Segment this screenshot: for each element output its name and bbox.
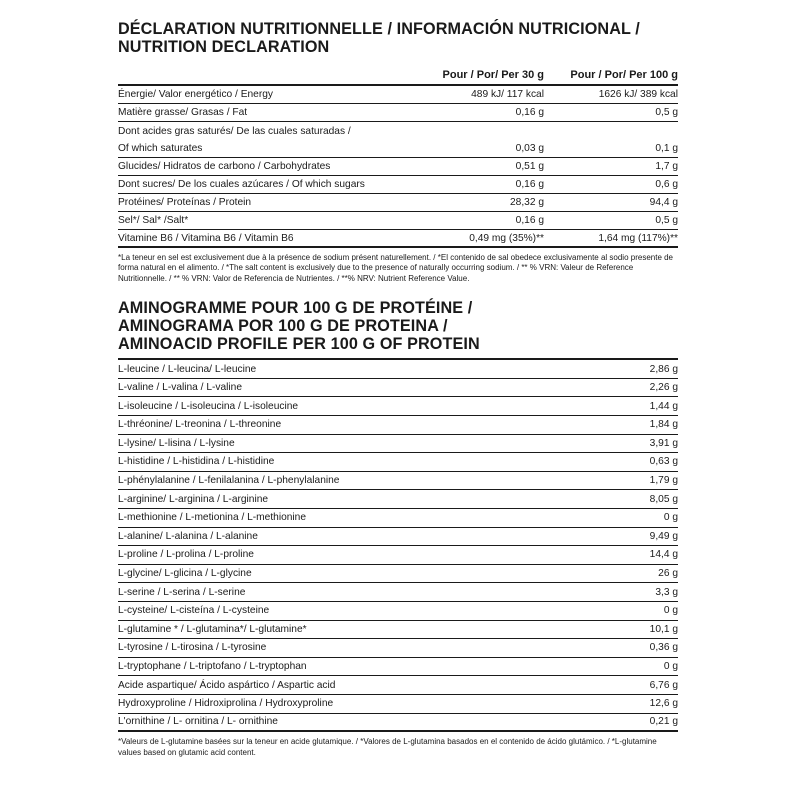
nutrition-row-per-100g: 94,4 g <box>649 197 678 208</box>
aminogram-row-value: 0,21 g <box>649 716 678 728</box>
aminogram-row-label: Hydroxyproline / Hidroxiprolina / Hydroxyproline <box>118 698 334 710</box>
nutrition-row-label: Matière grasse/ Grasas / Fat <box>118 107 248 118</box>
nutrition-row <box>118 230 678 248</box>
nutrition-row-per-100g: 1626 kJ/ 389 kcal <box>598 89 678 100</box>
aminogram-title-line3: AMINOACID PROFILE PER 100 G OF PROTEIN <box>118 335 480 354</box>
nutrition-row-per-100g: 0,5 g <box>655 107 678 118</box>
aminogram-row-label: L-alanine/ L-alanina / L-alanine <box>118 530 258 542</box>
aminogram-row <box>118 676 678 695</box>
aminogram-row-label: L-phénylalanine / L-fenilalanina / L-phenylalanine <box>118 475 340 487</box>
aminogram-row-value: 6,76 g <box>649 679 678 691</box>
aminogram-row <box>118 658 678 677</box>
header-per-30g: Pour / Por/ Per 30 g <box>442 69 544 81</box>
aminogram-row-label: L-cysteine/ L-cisteína / L-cysteine <box>118 605 270 617</box>
aminogram-row-label: L-isoleucine / L-isoleucina / L-isoleucine <box>118 400 299 412</box>
aminogram-row-value: 1,79 g <box>649 475 678 487</box>
aminogram-row <box>118 602 678 621</box>
nutrition-row <box>118 176 678 194</box>
aminogram-footnote: *Valeurs de L-glutamine basées sur la teneur en acide glutamique. / *Valores de L-glutamina basados en el contenido de ácido glutámico. / *L-glutamine values based on glutamic acid content. <box>118 737 657 757</box>
aminogram-row-value: 0 g <box>663 661 678 673</box>
nutrition-row-per-30g: 0,16 g <box>515 179 544 190</box>
nutrition-row <box>118 194 678 212</box>
aminogram-row-value: 2,26 g <box>649 382 678 394</box>
nutrition-row-label: Dont sucres/ De los cuales azúcares / Of which sugars <box>118 179 365 190</box>
aminogram-row-label: L-tyrosine / L-tirosina / L-tyrosine <box>118 642 267 654</box>
nutrition-row-label: Protéines/ Proteínas / Protein <box>118 197 252 208</box>
nutrition-row-per-30g: 0,51 g <box>515 161 544 172</box>
aminogram-row <box>118 546 678 565</box>
aminogram-row <box>118 695 678 714</box>
aminogram-row-value: 0,63 g <box>649 456 678 468</box>
aminogram-row-label: L-glycine/ L-glicina / L-glycine <box>118 568 252 580</box>
nutrition-row-per-30g: 0,16 g <box>515 107 544 118</box>
aminogram-row-label: L'ornithine / L- ornitina / L- ornithine <box>118 716 278 728</box>
nutrition-row <box>118 158 678 176</box>
aminogram-row-value: 14,4 g <box>649 549 678 561</box>
aminogram-row <box>118 583 678 602</box>
nutrition-row-per-30g: 489 kJ/ 117 kcal <box>471 89 544 100</box>
nutrition-row-per-100g: 1,64 mg (117%)** <box>598 232 678 244</box>
aminogram-row <box>118 714 678 733</box>
aminogram-table <box>118 358 678 732</box>
aminogram-row <box>118 397 678 416</box>
aminogram-row-value: 0 g <box>663 512 678 524</box>
aminogram-row <box>118 509 678 528</box>
aminogram-row-label: L-methionine / L-metionina / L-methionine <box>118 512 307 524</box>
aminogram-row-label: Acide aspartique/ Ácido aspártico / Aspartic acid <box>118 679 336 691</box>
nutrition-row-label: Dont acides gras saturés/ De las cuales saturadas / <box>118 125 351 137</box>
nutrition-row-label: Of which saturates <box>118 143 203 154</box>
aminogram-row <box>118 621 678 640</box>
nutrition-table <box>118 86 678 248</box>
aminogram-row-value: 1,84 g <box>649 419 678 431</box>
nutrition-row-label: Énergie/ Valor energético / Energy <box>118 89 273 100</box>
aminogram-row-value: 2,86 g <box>649 363 678 375</box>
aminogram-title-line1: AMINOGRAMME POUR 100 G DE PROTÉINE / <box>118 299 473 318</box>
aminogram-title <box>118 299 678 353</box>
aminogram-row-label: L-proline / L-prolina / L-proline <box>118 549 254 561</box>
aminogram-row <box>118 472 678 491</box>
aminogram-row <box>118 453 678 472</box>
aminogram-row <box>118 528 678 547</box>
aminogram-row-value: 0 g <box>663 605 678 617</box>
aminogram-row-label: L-tryptophane / L-triptofano / L-tryptophan <box>118 661 307 673</box>
aminogram-row-label: L-lysine/ L-lisina / L-lysine <box>118 437 235 449</box>
aminogram-row-value: 0,36 g <box>649 642 678 654</box>
header-per-100g: Pour / Por/ Per 100 g <box>570 69 678 81</box>
nutrition-row-label: Vitamine B6 / Vitamina B6 / Vitamin B6 <box>118 232 294 244</box>
aminogram-row-value: 9,49 g <box>649 530 678 542</box>
nutrition-row-per-100g: 0,6 g <box>655 179 678 190</box>
aminogram-row-value: 8,05 g <box>649 493 678 505</box>
nutrition-row-per-30g: 0,03 g <box>515 143 544 154</box>
aminogram-row-label: L-glutamine * / L-glutamina*/ L-glutamine* <box>118 623 307 635</box>
nutrition-label-panel <box>118 20 678 758</box>
nutrition-row-per-30g: 28,32 g <box>510 197 544 208</box>
aminogram-row-value: 3,91 g <box>649 437 678 449</box>
aminogram-row <box>118 379 678 398</box>
nutrition-table-header <box>118 66 678 86</box>
aminogram-row-label: L-leucine / L-leucina/ L-leucine <box>118 363 257 375</box>
nutrition-row <box>118 86 678 104</box>
aminogram-row <box>118 360 678 379</box>
aminogram-row-value: 1,44 g <box>649 400 678 412</box>
nutrition-title <box>118 20 678 56</box>
nutrition-row-per-100g: 1,7 g <box>655 161 678 172</box>
nutrition-title-line1: DÉCLARATION NUTRITIONNELLE / INFORMACIÓN NUTRICIONAL / <box>118 20 640 38</box>
aminogram-row <box>118 416 678 435</box>
aminogram-row-value: 10,1 g <box>649 623 678 635</box>
nutrition-row-label: Sel*/ Sal* /Salt* <box>118 215 189 226</box>
aminogram-row <box>118 435 678 454</box>
aminogram-title-line2: AMINOGRAMA POR 100 G DE PROTEINA / <box>118 317 448 336</box>
aminogram-row-label: L-serine / L-serina / L-serine <box>118 586 246 598</box>
aminogram-row-label: L-thréonine/ L-treonina / L-threonine <box>118 419 282 431</box>
aminogram-row <box>118 639 678 658</box>
aminogram-row-label: L-arginine/ L-arginina / L-arginine <box>118 493 269 505</box>
nutrition-row <box>118 140 678 158</box>
nutrition-row <box>118 104 678 122</box>
nutrition-row <box>118 212 678 230</box>
nutrition-row-label: Glucides/ Hidratos de carbono / Carbohydrates <box>118 161 331 172</box>
nutrition-title-line2: NUTRITION DECLARATION <box>118 38 330 56</box>
nutrition-row-per-30g: 0,49 mg (35%)** <box>469 232 544 244</box>
nutrition-row <box>118 122 678 140</box>
nutrition-row-per-30g: 0,16 g <box>515 215 544 226</box>
aminogram-row <box>118 565 678 584</box>
aminogram-row-value: 26 g <box>658 568 678 580</box>
aminogram-row-value: 3,3 g <box>655 586 678 598</box>
aminogram-row-value: 12,6 g <box>649 698 678 710</box>
aminogram-row <box>118 490 678 509</box>
nutrition-row-per-100g: 0,1 g <box>655 143 678 154</box>
aminogram-row-label: L-valine / L-valina / L-valine <box>118 382 243 394</box>
nutrition-footnote: *La teneur en sel est exclusivement due à la présence de sodium présent naturellement. / *El contenido de sal obedece exclusivamente al sodio presente de forma natural en el alimento. / *The salt content is exclusively due to the presence of naturally occurring sodium. / ** % VRN: Valeur de Reference Nutritionnelle. / ** % VRN: Valor de Referencia de Nutrientes. / **% NRV: Nutrient Reference Value. <box>118 253 674 283</box>
nutrition-row-per-100g: 0,5 g <box>655 215 678 226</box>
aminogram-row-label: L-histidine / L-histidina / L-histidine <box>118 456 275 468</box>
